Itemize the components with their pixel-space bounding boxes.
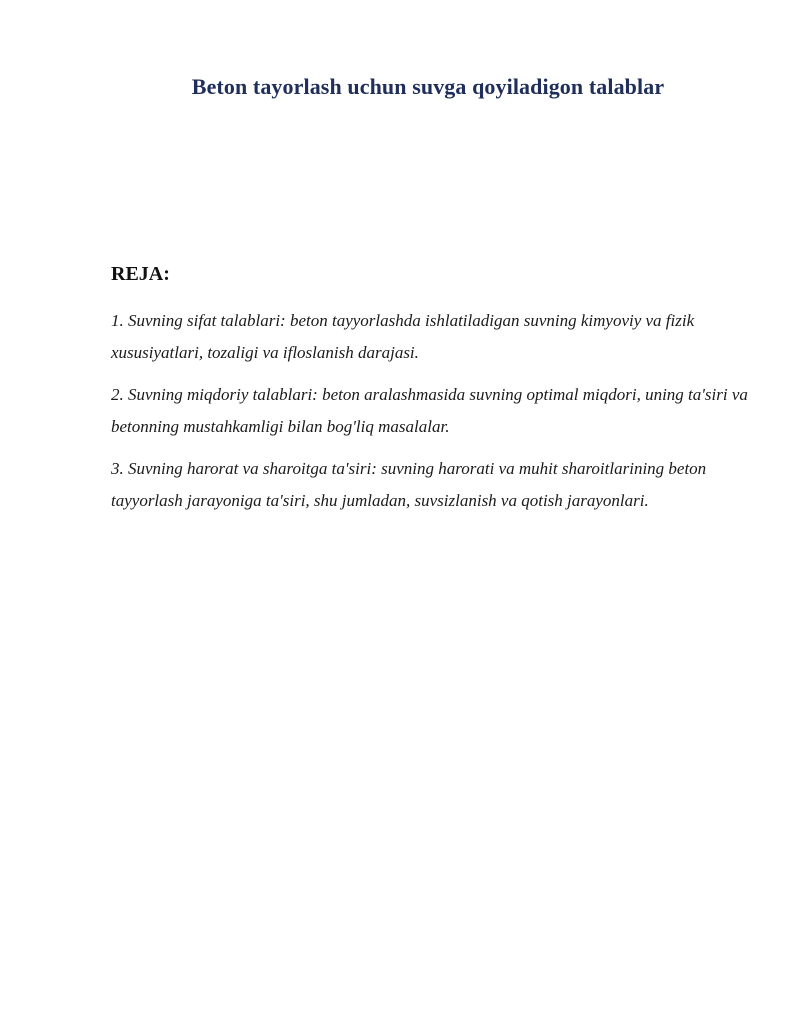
plan-heading: REJA:: [111, 263, 170, 285]
plan-item-1: 1. Suvning sifat talablari: beton tayyorlashda ishlatiladigan suvning kimyoviy va fizik xususiyatlari, tozaligi va ifloslanish darajasi.: [111, 311, 695, 362]
plan-item-3: 3. Suvning harorat va sharoitga ta'siri: suvning harorati va muhit sharoitlarining beton tayyorlash jarayoniga ta'siri, shu jumladan, suvsizlanish va qotish jarayonlari.: [111, 459, 707, 510]
plan-item-2: 2. Suvning miqdoriy talablari: beton aralashmasida suvning optimal miqdori, uning ta'siri va betonning mustahkamligi bilan bog'liq masalalar.: [111, 385, 748, 436]
document-title: Beton tayorlash uchun suvga qoyiladigon talablar: [191, 74, 665, 99]
plan-list: [111, 305, 761, 527]
